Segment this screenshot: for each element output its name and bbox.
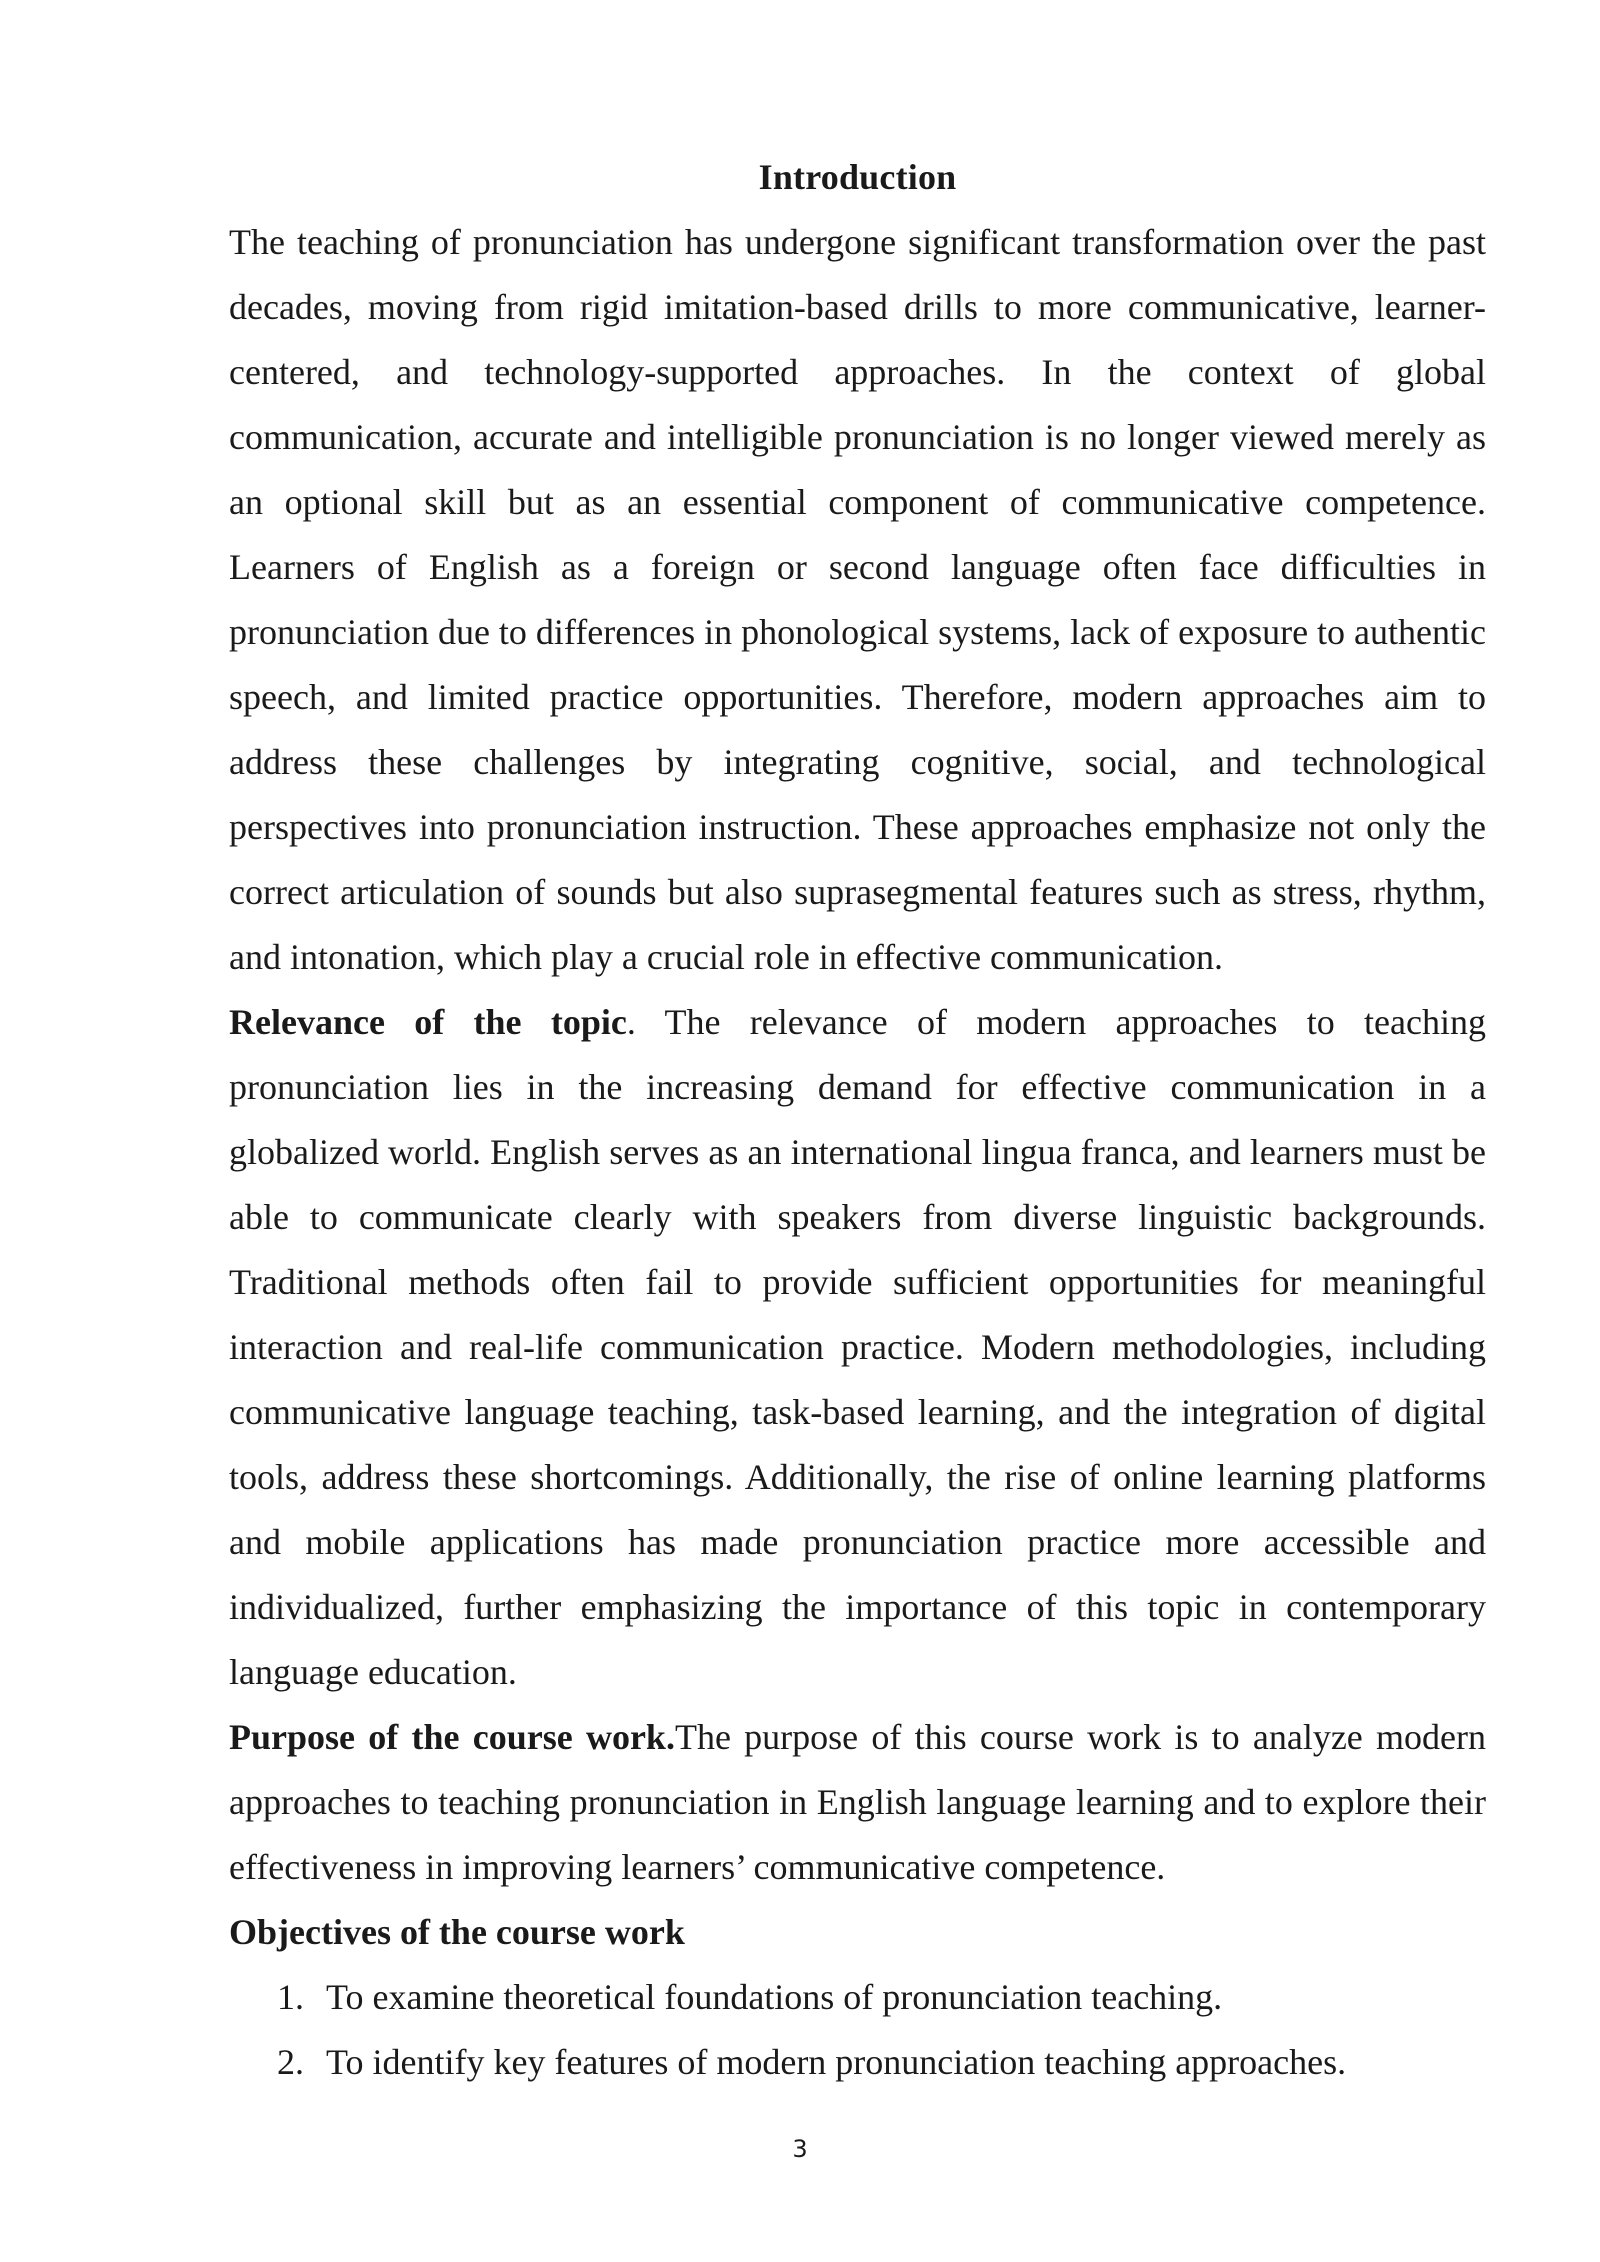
objectives-list bbox=[229, 1965, 1486, 2095]
relevance-paragraph bbox=[229, 990, 1486, 1705]
purpose-label: Purpose of the course work. bbox=[229, 1717, 675, 1757]
intro-paragraph: The teaching of pronunciation has undergone significant transformation over the past decades, moving from rigid imitation-based drills to more communicative, learner-centered, and technology-supported approaches. In the context of global communication, accurate and intelligible pronunciation is no longer viewed merely as an optional skill but as an essential component of communicative competence. Learners of English as a foreign or second language often face difficulties in pronunciation due to differences in phonological systems, lack of exposure to authentic speech, and limited practice opportunities. Therefore, modern approaches aim to address these challenges by integrating cognitive, social, and technological perspectives into pronunciation instruction. These approaches emphasize not only the correct articulation of sounds but also suprasegmental features such as stress, rhythm, and intonation, which play a crucial role in effective communication. bbox=[229, 222, 1486, 977]
page-number: 3 bbox=[792, 2135, 808, 2163]
list-item-text: To identify key features of modern pronunciation teaching approaches. bbox=[326, 2042, 1347, 2082]
list-item bbox=[229, 1965, 1486, 2030]
list-item-number: 1. bbox=[277, 1977, 304, 2017]
section-title: Introduction bbox=[758, 157, 957, 197]
page-content bbox=[229, 145, 1486, 2095]
purpose-text: The purpose of this course work is to analyze modern approaches to teaching pronunciation in English language learning and to explore their effectiveness in improving learners’ communicative competence. bbox=[229, 1717, 1486, 1887]
purpose-paragraph bbox=[229, 1705, 1486, 1900]
list-item-text: To examine theoretical foundations of pronunciation teaching. bbox=[326, 1977, 1223, 2017]
list-item bbox=[229, 2030, 1486, 2095]
relevance-text: . The relevance of modern approaches to teaching pronunciation lies in the increasing demand for effective communication in a globalized world. English serves as an international lingua franca, and learners must be able to communicate clearly with speakers from diverse linguistic backgrounds. Traditional methods often fail to provide sufficient opportunities for meaningful interaction and real-life communication practice. Modern methodologies, including communicative language teaching, task-based learning, and the integration of digital tools, address these shortcomings. Additionally, the rise of online learning platforms and mobile applications has made pronunciation practice more accessible and individualized, further emphasizing the importance of this topic in contemporary language education. bbox=[229, 1002, 1486, 1692]
relevance-label: Relevance of the topic bbox=[229, 1002, 627, 1042]
list-item-number: 2. bbox=[277, 2042, 304, 2082]
objectives-heading: Objectives of the course work bbox=[229, 1912, 685, 1952]
